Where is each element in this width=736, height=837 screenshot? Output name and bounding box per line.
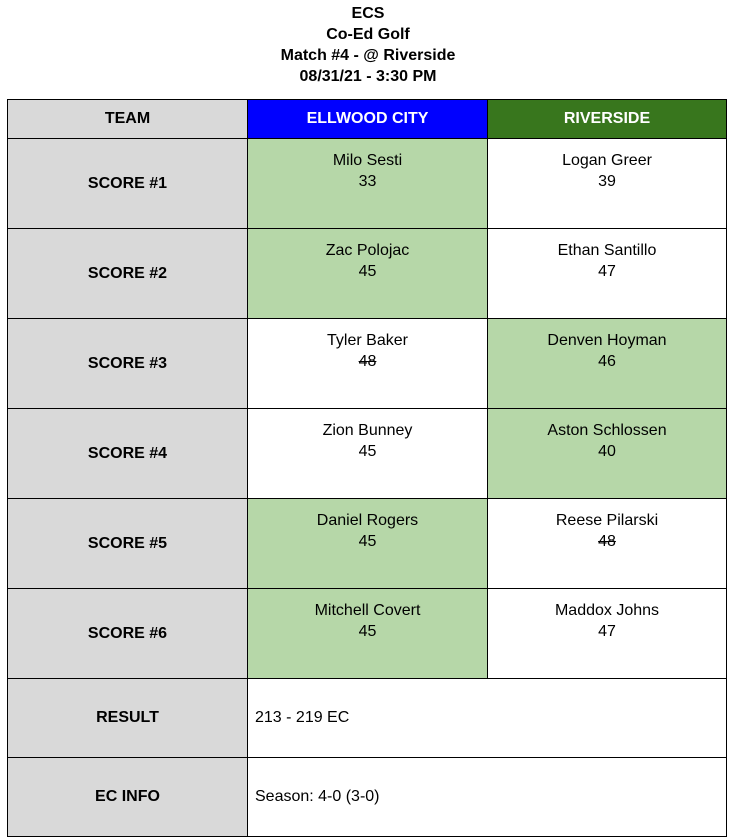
score-label: SCORE #2 [8, 229, 248, 319]
away-score-cell [488, 589, 727, 679]
header-row [8, 100, 727, 139]
match-header [0, 0, 736, 96]
ec-info-row [8, 758, 727, 837]
score-label: SCORE #5 [8, 499, 248, 589]
player-score: 40 [598, 443, 616, 460]
player-score: 45 [358, 263, 377, 280]
home-score-cell [248, 499, 488, 589]
home-team-header: ELLWOOD CITY [248, 100, 488, 139]
player-score: 48 [358, 353, 377, 370]
score-label: SCORE #3 [8, 319, 248, 409]
result-value: 213 - 219 EC [248, 679, 727, 758]
ec-info-label: EC INFO [8, 758, 248, 837]
player-score: 47 [598, 623, 616, 640]
player-name: Ethan Santillo [557, 242, 657, 259]
home-score-cell [248, 229, 488, 319]
player-name: Aston Schlossen [547, 422, 667, 439]
score-row [8, 319, 727, 409]
score-row [8, 499, 727, 589]
home-score-cell [248, 409, 488, 499]
player-name: Reese Pilarski [555, 512, 659, 529]
score-label: SCORE #6 [8, 589, 248, 679]
home-score-cell [248, 319, 488, 409]
result-label: RESULT [8, 679, 248, 758]
player-score: 45 [358, 623, 377, 640]
ec-info-value: Season: 4-0 (3-0) [248, 758, 727, 837]
score-row [8, 229, 727, 319]
away-team-header: RIVERSIDE [488, 100, 727, 139]
match-datetime: 08/31/21 - 3:30 PM [299, 68, 437, 85]
player-name: Tyler Baker [327, 332, 408, 349]
player-score: 33 [358, 173, 377, 190]
home-score-cell [248, 589, 488, 679]
player-score: 45 [358, 533, 377, 550]
score-label: SCORE #1 [8, 139, 248, 229]
player-score: 47 [598, 263, 616, 280]
player-name: Zac Polojac [325, 242, 410, 259]
away-score-cell [488, 319, 727, 409]
player-name: Logan Greer [562, 152, 652, 169]
player-name: Milo Sesti [332, 152, 403, 169]
score-row [8, 139, 727, 229]
away-score-cell [488, 139, 727, 229]
player-name: Denven Hoyman [547, 332, 667, 349]
scorecard-table [7, 99, 727, 837]
result-row [8, 679, 727, 758]
player-name: Daniel Rogers [316, 512, 419, 529]
player-name: Maddox Johns [554, 602, 660, 619]
player-score: 48 [598, 533, 616, 550]
score-label: SCORE #4 [8, 409, 248, 499]
score-row [8, 589, 727, 679]
player-name: Zion Bunney [322, 422, 413, 439]
away-score-cell [488, 499, 727, 589]
sport-title: Co-Ed Golf [326, 26, 410, 43]
player-score: 39 [598, 173, 616, 190]
home-score-cell [248, 139, 488, 229]
player-score: 46 [598, 353, 616, 370]
player-name: Mitchell Covert [314, 602, 421, 619]
school-title: ECS [351, 5, 385, 22]
player-score: 45 [358, 443, 377, 460]
team-column-header: TEAM [8, 100, 248, 139]
away-score-cell [488, 409, 727, 499]
score-row [8, 409, 727, 499]
away-score-cell [488, 229, 727, 319]
match-title: Match #4 - @ Riverside [280, 47, 456, 64]
